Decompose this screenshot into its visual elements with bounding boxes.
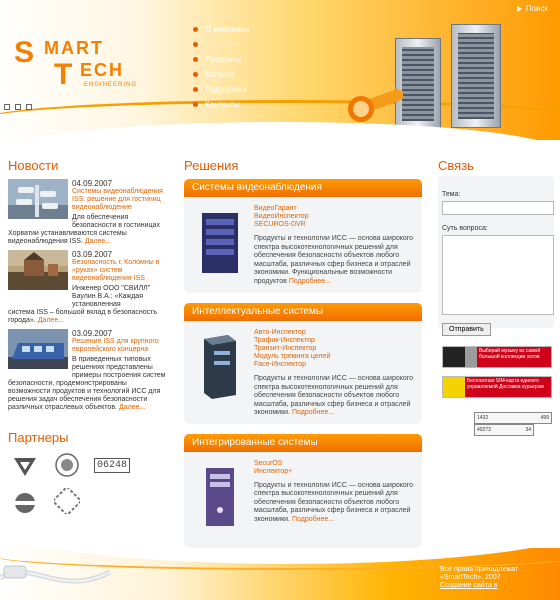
bullet-icon [193,57,198,62]
visit-counter-bottom [474,424,534,436]
news-body-text: система ISS – большой вклад в безопасность города». [8,309,158,324]
logo-word-mart: MART [44,38,104,58]
solution-links [254,329,416,369]
news-body-indent: Для обеспечения безопасности в гостиницах [72,214,160,229]
news-column [8,158,168,412]
logo-letter-t: T [54,58,74,91]
question-label: Суть вопроса: [442,225,488,232]
solution-box-video [184,179,422,293]
logo[interactable] [14,36,159,96]
bullet-icon [193,102,198,107]
sitemap-icon[interactable] [15,104,21,110]
solution-link[interactable]: Face-Инспектор [254,361,307,368]
search-link[interactable] [517,4,548,13]
counter-value: 34 [525,427,531,433]
nav-label: Каталог [205,70,235,79]
news-date: 03.09.2007 [72,250,113,259]
nav-item-catalog[interactable] [193,67,249,82]
nav-label: Поддержка [205,85,247,94]
news-more-link[interactable]: Далее... [84,238,112,245]
nav-item-products[interactable] [193,52,249,67]
contact-column [438,158,554,336]
partner-logo-5[interactable] [54,488,80,514]
news-title[interactable]: Решение ISS для крупного европейского концерна [72,338,159,353]
solution-link[interactable]: SECUROS-DVR [254,221,306,228]
news-title[interactable]: Системы видеонаблюдения ISS: решение для гостиниц видеонаблюдение [72,188,163,211]
music-banner[interactable] [442,346,552,368]
bullet-icon [193,27,198,32]
news-body-indent: Инженер ООО "СВИЛЛ" Баулин В.А.: «Каждая установленная [72,285,151,308]
solution-more-link[interactable]: Подробнее... [288,277,331,285]
solution-link[interactable]: Трафик-Инспектор [254,337,315,344]
solution-links [254,205,416,229]
nav-item-support[interactable] [193,82,249,97]
logo-letter-s: S [14,36,36,69]
solution-link[interactable]: Модуль трекинга целей [254,353,331,360]
solution-box-integrated [184,434,422,548]
partner-logo-1[interactable] [12,454,38,480]
solution-desc-text: Продукты и технологии ИСС — основа широкого спектра высокотехнологичных решений для обеспечения безопасности объектов любого масштаба, различных сфер бизнеса и отраслей экономики. Функциональные возможности продуктов [254,235,414,285]
news-date: 03.09.2007 [72,329,113,338]
news-date: 04.09.2007 [72,179,113,188]
visit-counter[interactable] [474,412,552,424]
server-racks-image [395,20,505,135]
subject-input[interactable] [442,201,554,215]
mail-icon[interactable] [26,104,32,110]
counter-value: 40273 [477,427,491,433]
solution-link[interactable]: Транзит-Инспектор [254,345,317,352]
cable-connector-image [340,90,410,130]
nav-item-about[interactable] [193,22,249,37]
solution-desc-text: Продукты и технологии ИСС — основа широкого спектра высокотехнологичных решений для обеспечения безопасности объектов любого масштаба, различных сфер бизнеса и отраслей экономики. [254,375,414,416]
nav-label: О компании [205,25,250,34]
solution-box-intelligent [184,303,422,424]
arrow-right-icon [517,6,522,12]
solution-links [254,460,416,476]
solutions-heading: Решения [184,158,239,173]
sim-banner[interactable] [442,376,552,398]
nav-label: Решения [205,40,239,49]
news-image-train[interactable] [8,329,68,369]
news-body-indent: В приведенных типовых решениях представлены примеры построения систем [72,356,166,379]
news-title[interactable]: Безопасность г. Коломны в «руках» систем видеонаблюдения ISS [72,259,160,282]
solution-box-title[interactable]: Интеллектуальные системы [184,303,422,321]
contact-heading: Связь [438,158,474,173]
solution-link[interactable]: ВидеоГарант [254,205,297,212]
solution-link[interactable]: Инспектор+ [254,467,293,475]
news-item [8,179,168,246]
banner-text: Бесплатная SIM-карта единого управляемой Доставка курьером [465,376,551,398]
logo-engineering: ENGINEERING [84,82,138,88]
counter-value: 499 [540,415,549,421]
news-heading: Новости [8,158,59,173]
copyright-text: Все права принадлежат «SmartTech», 2007 [440,566,519,581]
banner-text: Выбирай музыку из самой большой коллекции хитов [477,346,551,368]
logo-word-ech: ECH [80,60,125,80]
main-nav [193,22,249,112]
music-icon [443,346,465,368]
question-textarea[interactable] [442,235,554,315]
nav-label: Продукты [205,55,242,64]
solution-more-link[interactable]: Подробнее... [291,515,335,523]
solution-description [254,235,416,286]
partner-logo-3[interactable]: 06248 [94,458,130,473]
sim-card-icon [443,376,465,398]
news-body-text: безопасности, продемонстрированы возможности продуктов и технологий ИСС для решения задач обеспечения безопасности различных отраслевых объектов. [8,380,161,411]
solution-description [254,482,416,525]
news-body [8,285,168,325]
bullet-icon [193,42,198,47]
nav-label: Контакты [205,100,240,109]
footer-copyright [440,566,550,590]
news-more-link[interactable]: Далее... [37,317,65,324]
solution-more-link[interactable]: Подробнее... [291,409,335,416]
solution-link[interactable]: ВидеоИнспектор [254,213,309,220]
news-item [8,329,168,412]
dvr-rack-image [194,207,244,277]
solution-link[interactable]: SecurOS [254,459,283,467]
solution-box-title[interactable]: Системы видеонаблюдения [184,179,422,197]
home-icon[interactable] [4,104,10,110]
developer-link[interactable]: Создание сайта в [440,582,498,589]
nav-item-solutions[interactable] [193,37,249,52]
header [0,0,560,140]
solutions-column [184,158,422,548]
bullet-icon [193,87,198,92]
partner-logo-2[interactable] [54,452,80,478]
banner-graphic [465,346,477,368]
solution-link[interactable]: Авто-Инспектор [254,329,306,336]
news-item [8,250,168,325]
counter-value: 1432 [477,415,489,421]
subject-label: Тема: [442,191,461,198]
server-tower-image [194,331,244,401]
solution-box-title[interactable]: Интегрированные системы [184,434,422,452]
news-image-kolomna[interactable] [8,250,68,290]
solution-desc-text: Продукты и технологии ИСС — основа широкого спектра высокотехнологичных решений для обеспечения безопасности объектов любого масштаба, различных сфер бизнеса и отраслей экономики. [254,481,414,523]
partner-logo-4[interactable] [12,490,38,516]
bullet-icon [193,72,198,77]
news-image-cameras[interactable] [8,179,68,219]
news-body-text: Хорватии устанавливаются системы видеонаблюдения ISS. [8,230,127,245]
solution-description [254,375,416,418]
news-more-link[interactable]: Далее... [118,404,146,411]
submit-button[interactable]: Отправить [442,323,491,336]
plug-cable-image [0,548,120,600]
partners-heading: Партнеры [8,430,69,445]
search-label: Поиск [525,4,548,13]
nav-item-contacts[interactable] [193,97,249,112]
partners-section [8,430,168,471]
utility-icons [4,104,32,110]
pc-tower-image [194,462,244,532]
